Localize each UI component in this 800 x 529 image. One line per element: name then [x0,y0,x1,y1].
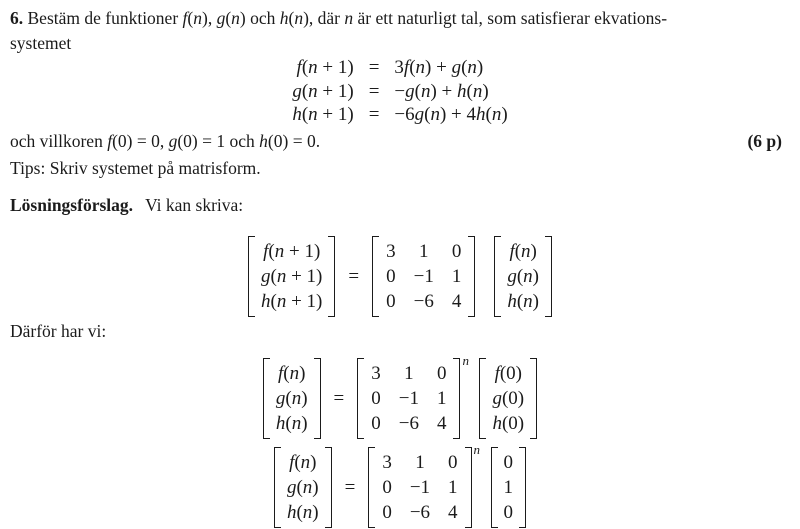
matrix-exponent: n [462,353,469,368]
left-bracket [479,358,486,439]
vector-cell: f(n + 1) [263,241,321,262]
matrix-cell: 1 [448,477,458,498]
math-segment: h(0) = 0 [259,131,316,151]
left-bracket [263,358,270,439]
tips-line: Tips: Skriv systemet på matrisform. [10,158,261,178]
vector-cell: g(n) [275,388,308,409]
vector-cell: 1 [503,477,514,498]
lhs-vector [263,358,321,439]
text-segment: och [225,131,260,151]
problem-statement-line2: systemet [10,33,72,53]
text-segment: är ett naturligt tal, som satisfierar ekvations- [353,8,668,28]
matrix-cell: 4 [436,413,447,434]
left-bracket [372,236,379,317]
equation-system [0,56,800,127]
math-segment: f(n) [182,8,208,28]
vector-cell: g(n) [507,266,539,287]
matrix-cell: −1 [413,266,434,287]
text-segment: 6. [10,8,24,28]
vector-cell: f(n) [289,452,317,473]
vector-cell: h(0) [492,413,525,434]
right-bracket [519,447,526,528]
matrix-cell: 3 [371,363,381,384]
vector-cell: h(n) [507,291,539,312]
text-segment: och villkoren [10,131,108,151]
vector-cell: f(0) [494,363,523,384]
vector-cell: h(n) [286,502,319,523]
equation-lhs: f(n + 1) [296,57,354,78]
coefficient-matrix [357,358,460,439]
vector-cell: g(0) [492,388,525,409]
matrix-cell: −1 [409,477,431,498]
right-bracket [453,358,460,439]
matrix-equation-3 [0,442,800,528]
matrix-cell: 3 [382,452,392,473]
right-bracket [328,236,335,317]
vector-cell: f(n) [277,363,306,384]
matrix-cell: 4 [448,502,458,523]
lhs-vector [248,236,335,317]
matrix-cell: −6 [398,413,419,434]
problem-statement-line1 [10,8,667,29]
matrix-cell: 0 [386,291,396,312]
text-segment: Bestäm de funktioner [23,8,183,28]
coefficient-matrix [368,447,471,528]
equation-rhs: 3f(n) + g(n) [394,57,484,78]
right-bracket [325,447,332,528]
matrix-cell: −6 [409,502,431,523]
matrix-cell: 4 [451,291,462,312]
math-segment: g(n) [216,8,246,28]
coefficient-matrix-group [372,236,485,317]
connector-line: Därför har vi: [10,321,107,341]
matrix-cell: 0 [371,388,381,409]
matrix-cell: 1 [451,266,462,287]
text-segment: , där [308,8,345,28]
vector-cell: g(n + 1) [261,266,323,287]
matrix-cell: 0 [382,502,392,523]
matrix-cell: 0 [386,266,396,287]
lhs-vector [274,447,332,528]
solution-intro: Vi kan skriva: [145,195,244,215]
equation-lhs: h(n + 1) [292,104,354,125]
initial-conditions [10,131,320,152]
math-segment: f(0) = 0 [107,131,160,151]
right-bracket [465,447,472,528]
text-segment: . [315,131,321,151]
text-segment: och [245,8,280,28]
math-segment: h(n) [279,8,309,28]
equation-rhs: −6g(n) + 4h(n) [394,104,508,125]
rhs-vector [494,236,552,317]
text-segment: , [207,8,217,28]
equation-system-grid [292,56,507,127]
left-bracket [274,447,281,528]
matrix-cell: 3 [386,241,396,262]
matrix-equation-2 [0,353,800,439]
matrix-cell: −1 [398,388,419,409]
equation-lhs: g(n + 1) [292,80,354,102]
coefficient-matrix-group [368,442,481,528]
vector-cell: 0 [503,502,514,523]
matrix-cell: 0 [371,413,381,434]
text-segment: , [159,131,169,151]
math-segment: n [344,8,354,28]
coefficient-matrix-group [357,353,470,439]
matrix-cell: 1 [404,363,414,384]
solution-heading-line [10,195,243,216]
vector-cell: g(n) [286,477,319,498]
right-bracket [545,236,552,317]
rhs-vector [491,447,527,528]
right-bracket [530,358,537,439]
matrix-cell: 0 [451,241,462,262]
vector-cell: f(n) [509,241,537,262]
coefficient-matrix [372,236,475,317]
matrix-exponent: n [473,442,481,457]
right-bracket [314,358,321,439]
vector-cell: 0 [503,452,514,473]
matrix-cell: 0 [436,363,447,384]
matrix-cell: 0 [448,452,458,473]
equation-rhs: −g(n) + h(n) [394,80,489,102]
left-bracket [368,447,375,528]
equals-sign: = [368,104,380,125]
left-bracket [491,447,498,528]
vector-cell: h(n) [275,413,308,434]
matrix-equation-1 [0,236,800,317]
rhs-vector [479,358,537,439]
left-bracket [357,358,364,439]
equals-sign: = [344,476,356,498]
vector-cell: h(n + 1) [261,291,323,312]
equals-sign: = [333,387,345,409]
solution-heading: Lösningsförslag. [10,195,134,215]
matrix-cell: 0 [382,477,392,498]
matrix-cell: 1 [415,452,425,473]
math-segment: g(0) = 1 [168,131,226,151]
matrix-cell: 1 [418,241,429,262]
left-bracket [248,236,255,317]
equals-sign: = [348,265,360,287]
matrix-cell: 1 [436,388,447,409]
matrix-cell: −6 [413,291,434,312]
left-bracket [494,236,501,317]
points-badge: (6 p) [747,131,782,151]
right-bracket [468,236,475,317]
equals-sign: = [368,80,380,102]
equals-sign: = [368,57,380,78]
